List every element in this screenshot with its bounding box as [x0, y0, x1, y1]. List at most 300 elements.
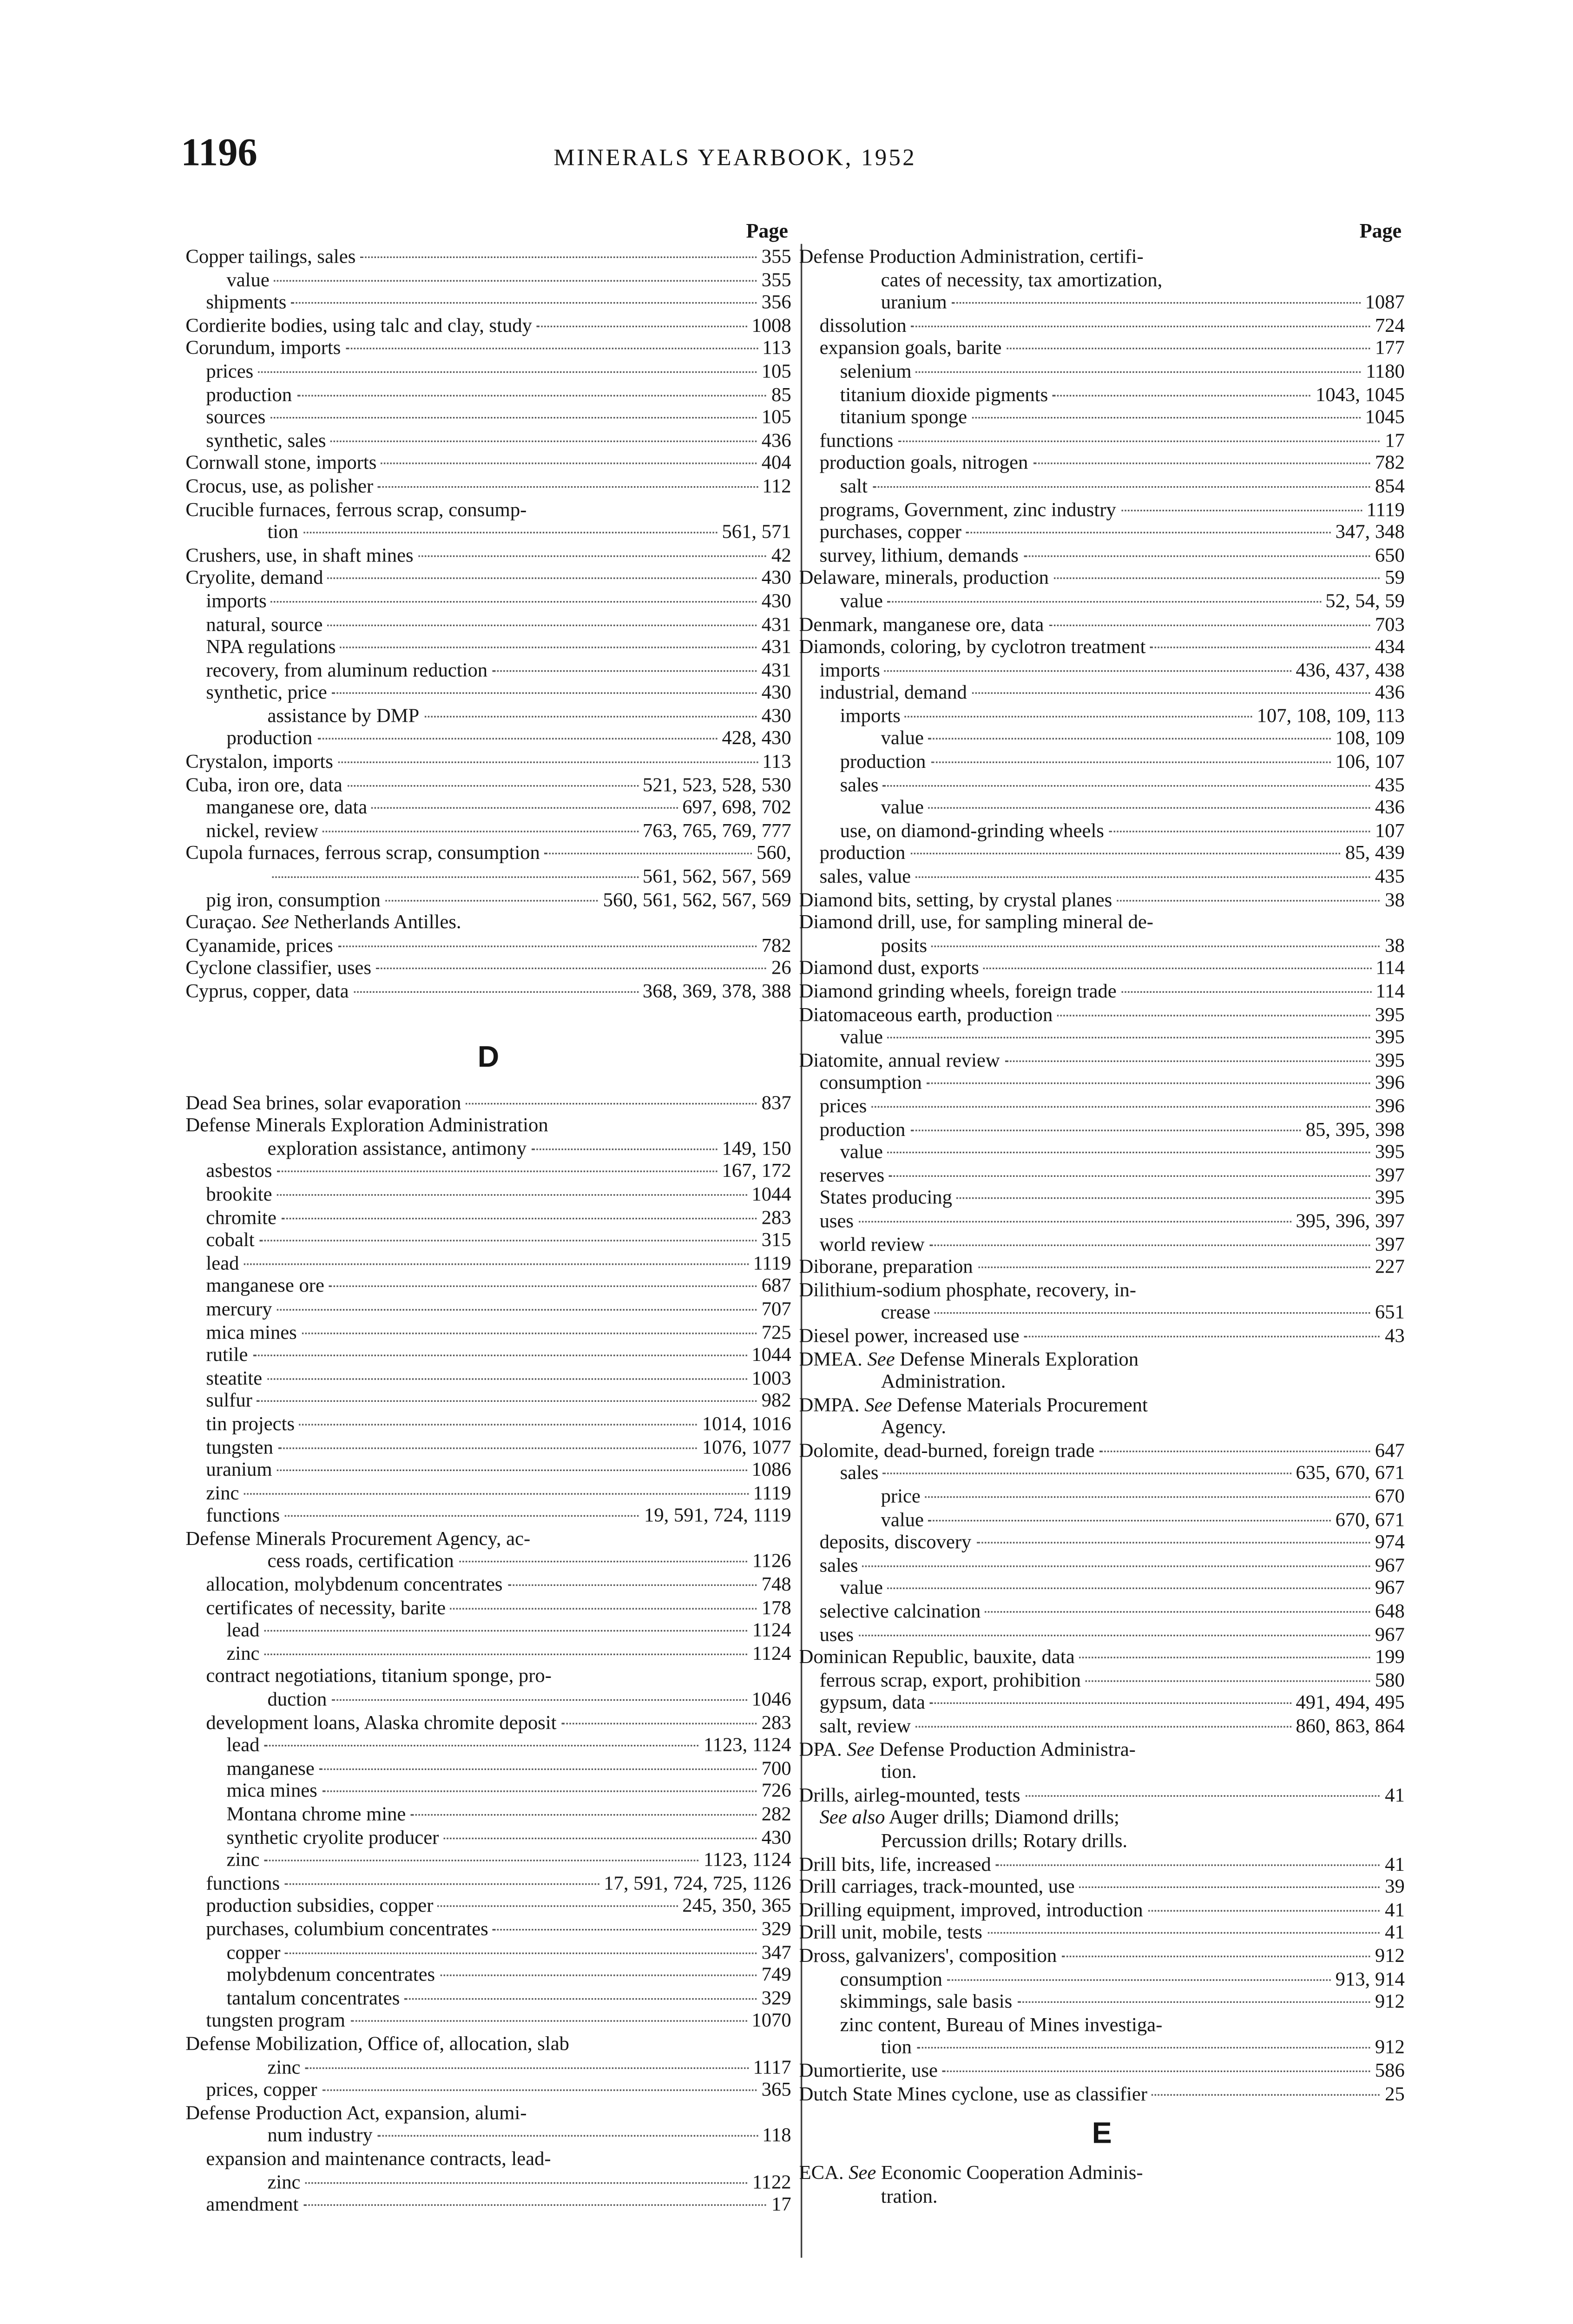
dot-leader	[1117, 899, 1380, 901]
page-number: 1196	[181, 132, 257, 175]
dot-leader	[1048, 624, 1370, 625]
index-entry	[185, 406, 791, 429]
index-group-e	[799, 2162, 1405, 2208]
page-ref: 1003	[751, 1367, 791, 1389]
dot-leader	[858, 1634, 1370, 1636]
index-entry	[185, 1137, 791, 1160]
page-ref: 42	[771, 544, 791, 566]
entry-term: development loans, Alaska chromite deposit	[206, 1711, 557, 1734]
entry-term: value	[840, 1026, 883, 1049]
index-entry	[185, 429, 791, 452]
index-entry	[185, 1482, 791, 1505]
entry-text: Auger drills; Diamond drills;	[885, 1807, 1119, 1829]
index-entry	[799, 1899, 1405, 1921]
entry-term: Cyprus, copper, data	[185, 980, 349, 1003]
entry-term: duction	[267, 1688, 327, 1710]
page-ref: 436	[1375, 796, 1405, 819]
page-ref: 703	[1375, 613, 1405, 635]
index-entry	[799, 819, 1405, 842]
index-entry-text	[185, 1114, 791, 1137]
page-column-header: Page	[1359, 218, 1402, 243]
entry-term: asbestos	[206, 1160, 272, 1182]
dot-leader	[966, 532, 1330, 534]
dot-leader	[338, 762, 757, 763]
page-ref: 283	[761, 1711, 791, 1734]
index-entry-text	[799, 1347, 1405, 1370]
index-entry	[799, 1692, 1405, 1715]
index-entry	[185, 1941, 791, 1964]
page-ref: 178	[761, 1596, 791, 1619]
dot-leader	[322, 2090, 757, 2091]
dot-leader	[928, 807, 1370, 809]
page-ref: 436	[1375, 681, 1405, 704]
index-entry-text	[185, 2147, 791, 2170]
entry-term: prices, copper	[206, 2079, 317, 2101]
entry-term: Diborane, preparation	[799, 1255, 973, 1278]
entry-term: imports	[840, 705, 901, 727]
entry-term: Cuba, iron ore, data	[185, 773, 342, 796]
entry-term: exploration assistance, antimony	[267, 1137, 527, 1160]
dot-leader	[888, 1152, 1370, 1153]
page-ref: 724	[1375, 314, 1405, 337]
dot-leader	[285, 1952, 757, 1953]
dot-leader	[296, 394, 767, 396]
dot-leader	[440, 1975, 757, 1976]
index-entry	[799, 314, 1405, 337]
page-ref: 748	[761, 1573, 791, 1596]
index-entry	[799, 1531, 1405, 1554]
entry-term: synthetic, sales	[206, 429, 326, 451]
page-ref: 397	[1375, 1233, 1405, 1255]
entry-term: tungsten	[206, 1435, 273, 1458]
dot-leader	[1017, 2001, 1370, 2003]
index-entry	[799, 865, 1405, 888]
page-ref: 782	[1375, 452, 1405, 475]
index-entry	[185, 2171, 791, 2193]
entry-term: production	[819, 842, 906, 865]
entry-text: ECA.	[799, 2162, 849, 2184]
dot-leader	[957, 1198, 1370, 1199]
page-ref: 108, 109	[1335, 727, 1405, 750]
index-entry-text	[799, 1371, 1405, 1393]
entry-term: manganese ore, data	[206, 796, 368, 819]
dot-leader	[381, 463, 757, 464]
index-group-c	[185, 245, 791, 1003]
dot-leader	[385, 899, 599, 901]
index-entry	[185, 521, 791, 544]
index-entry	[185, 1367, 791, 1390]
entry-term: nickel, review	[206, 819, 318, 842]
entry-term: lead	[226, 1619, 260, 1642]
dot-leader	[537, 325, 747, 327]
page-ref: 430	[761, 590, 791, 612]
dot-leader	[272, 877, 638, 878]
dot-leader	[872, 1106, 1370, 1108]
page-ref: 1117	[753, 2055, 791, 2078]
page-ref: 1086	[751, 1459, 791, 1481]
index-entry	[799, 1439, 1405, 1462]
page-column-header: Page	[746, 218, 788, 243]
index-entry	[799, 1187, 1405, 1209]
dot-leader	[270, 417, 757, 419]
index-entry	[185, 2193, 791, 2216]
page-ref: 560,	[757, 842, 791, 865]
index-entry	[799, 1875, 1405, 1898]
dot-leader	[885, 670, 1291, 671]
dot-leader	[319, 1768, 757, 1769]
dot-leader	[317, 739, 717, 740]
page-ref: 41	[1385, 1898, 1405, 1921]
right-column	[799, 217, 1405, 2208]
entry-term: reserves	[819, 1164, 885, 1186]
page-ref: 700	[761, 1757, 791, 1779]
index-entry	[799, 1072, 1405, 1095]
entry-term: Dutch State Mines cyclone, use as classifier	[799, 2082, 1147, 2105]
entry-term: mica mines	[206, 1320, 297, 1343]
page-ref: 395	[1375, 1003, 1405, 1025]
entry-term: zinc	[226, 1849, 260, 1871]
page-ref: 395	[1375, 1187, 1405, 1209]
index-entry	[799, 1921, 1405, 1944]
index-entry	[185, 567, 791, 590]
page-ref: 491, 494, 495	[1296, 1692, 1405, 1714]
dot-leader	[418, 555, 767, 556]
index-entry	[799, 544, 1405, 567]
entry-term: allocation, molybdenum concentrates	[206, 1573, 503, 1596]
dot-leader	[978, 1267, 1370, 1268]
entry-term: natural, source	[206, 613, 323, 635]
dot-leader	[350, 2021, 747, 2022]
dot-leader	[1121, 509, 1362, 510]
index-entry	[185, 1459, 791, 1481]
index-entry	[799, 1600, 1405, 1623]
entry-term: consumption	[840, 1967, 942, 1990]
index-entry	[185, 842, 791, 865]
page-ref: 347	[761, 1941, 791, 1963]
entry-text: Defense Minerals Procurement Agency, ac-	[185, 1527, 531, 1550]
page-ref: 395, 396, 397	[1296, 1209, 1405, 1232]
index-entry	[185, 291, 791, 314]
dot-leader	[1023, 555, 1370, 556]
dot-leader	[328, 578, 757, 579]
index-entry	[799, 1945, 1405, 1967]
index-entry	[799, 360, 1405, 383]
dot-leader	[378, 486, 757, 488]
entry-term: Crocus, use, as polisher	[185, 475, 374, 497]
page-ref: 38	[1385, 934, 1405, 957]
index-entry-text	[799, 1830, 1405, 1853]
index-entry	[185, 1597, 791, 1619]
index-entry	[185, 1619, 791, 1642]
page-ref: 521, 523, 528, 530	[642, 773, 791, 796]
dot-leader	[281, 1217, 757, 1219]
index-entry-text	[799, 1416, 1405, 1439]
page-ref: 19, 591, 724, 1119	[644, 1505, 791, 1527]
index-entry	[799, 1715, 1405, 1738]
dot-leader	[257, 1401, 757, 1402]
index-entry	[185, 1390, 791, 1413]
page-ref: 355	[761, 245, 791, 268]
entry-term: sources	[206, 406, 266, 429]
index-entry	[799, 1669, 1405, 1692]
entry-term: Denmark, manganese ore, data	[799, 613, 1044, 635]
index-entry	[185, 1642, 791, 1665]
entry-term: Cryolite, demand	[185, 567, 323, 589]
page-ref: 1180	[1366, 360, 1405, 383]
entry-text: tion.	[881, 1761, 917, 1783]
page-ref: 431	[761, 613, 791, 635]
index-entry	[185, 1551, 791, 1573]
page-ref: 1008	[751, 314, 791, 337]
entry-term: purchases, copper	[819, 521, 961, 543]
page-ref: 329	[761, 1987, 791, 2009]
dot-leader	[928, 1519, 1330, 1521]
page-ref: 1119	[753, 1252, 791, 1274]
page-ref: 177	[1375, 337, 1405, 360]
dot-leader	[323, 831, 638, 832]
dot-leader	[264, 1745, 699, 1747]
index-entry	[799, 429, 1405, 452]
index-entry	[799, 1210, 1405, 1233]
entry-term: sales	[819, 1554, 858, 1577]
dot-leader	[284, 1516, 639, 1517]
entry-text: Netherlands Antilles.	[289, 911, 461, 934]
index-entry	[799, 957, 1405, 980]
page-ref: 1123, 1124	[703, 1734, 791, 1756]
entry-term: zinc	[267, 2055, 301, 2078]
index-entry	[799, 934, 1405, 957]
entry-term: brookite	[206, 1183, 272, 1205]
dot-leader	[274, 279, 757, 281]
page-ref: 561, 571	[722, 521, 791, 543]
page-ref: 39	[1385, 1875, 1405, 1898]
page-ref: 397	[1375, 1164, 1405, 1186]
index-entry	[799, 590, 1405, 613]
page-ref: 43	[1385, 1324, 1405, 1347]
dot-leader	[264, 1860, 699, 1862]
index-entry	[799, 751, 1405, 773]
page-ref: 245, 350, 365	[682, 1895, 791, 1917]
index-entry	[799, 2036, 1405, 2059]
entry-term: sulfur	[206, 1390, 252, 1412]
index-entry	[799, 1003, 1405, 1026]
page-ref: 913, 914	[1335, 1967, 1405, 1990]
entry-term: Diatomaceous earth, production	[799, 1003, 1053, 1025]
page-ref: 763, 765, 769, 777	[642, 819, 791, 842]
entry-term: Cyclone classifier, uses	[185, 957, 372, 979]
page-ref: 586	[1375, 2059, 1405, 2082]
dot-leader	[291, 303, 757, 304]
index-entry	[185, 1344, 791, 1367]
page-ref: 17, 591, 724, 725, 1126	[604, 1872, 791, 1894]
dot-leader	[360, 257, 757, 258]
page-ref: 697, 698, 702	[682, 796, 791, 819]
entry-term: use, on diamond-grinding wheels	[840, 819, 1104, 842]
entry-text: Defense Production Administration, certifi-	[799, 245, 1144, 268]
dot-leader	[1024, 1336, 1380, 1337]
entry-term: copper	[226, 1941, 281, 1963]
entry-text: tration.	[881, 2185, 938, 2207]
page-ref: 395	[1375, 1026, 1405, 1049]
page-ref: 648	[1375, 1600, 1405, 1623]
index-entry	[799, 1577, 1405, 1600]
entry-term: Cyanamide, prices	[185, 934, 333, 957]
dot-leader	[346, 348, 758, 350]
dot-leader	[888, 1037, 1370, 1038]
entry-term: value	[881, 796, 924, 819]
index-entry	[799, 1990, 1405, 2013]
dot-leader	[928, 739, 1330, 740]
index-entry	[799, 1646, 1405, 1669]
index-entry	[799, 1462, 1405, 1485]
index-entry	[185, 727, 791, 750]
page-ref: 912	[1375, 1990, 1405, 2013]
index-entry	[799, 1486, 1405, 1508]
dot-leader	[305, 2181, 748, 2183]
page-ref: 430	[761, 705, 791, 727]
index-entry	[799, 1301, 1405, 1324]
entry-term: salt	[840, 475, 868, 497]
entry-term: deposits, discovery	[819, 1531, 972, 1553]
index-entry-text	[185, 1527, 791, 1550]
entry-term: amendment	[206, 2193, 299, 2216]
entry-term: pig iron, consumption	[206, 888, 381, 911]
index-entry	[185, 1183, 791, 1206]
dot-leader	[466, 1103, 757, 1104]
page-ref: 282	[761, 1803, 791, 1825]
index-entry-text	[185, 2033, 791, 2055]
dot-leader	[331, 440, 757, 442]
entry-term: mica mines	[226, 1780, 317, 1802]
entry-term: value	[840, 590, 883, 612]
entry-text: Percussion drills; Rotary drills.	[881, 1829, 1128, 1852]
index-entry	[185, 613, 791, 635]
index-entry	[185, 2125, 791, 2147]
entry-term: certificates of necessity, barite	[206, 1596, 446, 1619]
dot-leader	[1148, 1910, 1380, 1911]
entry-term: salt, review	[819, 1715, 911, 1737]
page-ref: 837	[761, 1091, 791, 1114]
entry-term: world review	[819, 1233, 925, 1255]
index-entry	[185, 2056, 791, 2079]
page-ref: 41	[1385, 1853, 1405, 1875]
entry-term: shipments	[206, 291, 287, 314]
page-ref: 435	[1375, 865, 1405, 888]
see-reference: See	[261, 911, 289, 934]
dot-leader	[1099, 1451, 1370, 1452]
dot-leader	[507, 1585, 757, 1586]
dot-leader	[984, 968, 1371, 970]
see-reference: See	[867, 1347, 895, 1370]
page-ref: 1124	[752, 1619, 791, 1642]
index-entry	[185, 1275, 791, 1298]
index-entry	[799, 2082, 1405, 2105]
index-entry	[799, 567, 1405, 590]
page-ref: 860, 863, 864	[1296, 1715, 1405, 1737]
entry-term: zinc	[226, 1642, 260, 1664]
page-ref: 106, 107	[1335, 750, 1405, 773]
dot-leader	[305, 2067, 749, 2068]
index-entry	[185, 1895, 791, 1918]
dot-leader	[972, 693, 1370, 694]
page-ref: 1119	[1366, 498, 1405, 520]
page-ref: 41	[1385, 1921, 1405, 1944]
dot-leader	[932, 945, 1380, 947]
entry-term: titanium dioxide pigments	[840, 383, 1048, 405]
entry-term: value	[840, 1141, 883, 1163]
dot-leader	[258, 371, 757, 373]
index-entry	[799, 1256, 1405, 1279]
page-ref: 113	[762, 750, 791, 773]
page-ref: 315	[761, 1229, 791, 1251]
dot-leader	[1121, 991, 1371, 993]
page-ref: 368, 369, 378, 388	[642, 980, 791, 1003]
page-ref: 114	[1376, 980, 1405, 1003]
page-ref: 1046	[751, 1688, 791, 1710]
entry-text: Economic Cooperation Adminis-	[876, 2162, 1143, 2184]
page-ref: 17	[1385, 429, 1405, 451]
dot-leader	[244, 1263, 749, 1264]
entry-term: Dumortierite, use	[799, 2059, 938, 2082]
entry-term: Corundum, imports	[185, 337, 341, 360]
page-ref: 85, 439	[1345, 842, 1405, 865]
dot-leader	[545, 853, 752, 855]
index-entry	[185, 590, 791, 613]
index-entry	[799, 1623, 1405, 1646]
index-entry	[799, 1233, 1405, 1255]
page-ref: 436	[761, 429, 791, 451]
index-entry-text	[799, 2162, 1405, 2185]
page-ref: 283	[761, 1206, 791, 1228]
page-ref: 726	[761, 1780, 791, 1802]
page-ref: 41	[1385, 1783, 1405, 1806]
entry-term: sales	[840, 1462, 879, 1485]
entry-term: production	[206, 383, 292, 405]
index-entry	[185, 1987, 791, 2009]
page-ref: 431	[761, 659, 791, 681]
index-entry	[799, 1325, 1405, 1347]
dot-leader	[986, 1611, 1370, 1612]
entry-term: cess roads, certification	[267, 1550, 454, 1573]
entry-term: Crushers, use, in shaft mines	[185, 544, 414, 566]
entry-term: value	[881, 1508, 924, 1531]
section-letter-e: E	[1092, 2118, 1112, 2151]
index-entry-text	[799, 911, 1405, 934]
entry-term: ferrous scrap, export, prohibition	[819, 1669, 1081, 1691]
entry-term: mercury	[206, 1298, 272, 1320]
index-entry	[185, 544, 791, 567]
entry-term: Cordierite bodies, using talc and clay, study	[185, 314, 532, 337]
page-ref: 1076, 1077	[702, 1435, 791, 1458]
index-entry-text	[185, 2101, 791, 2124]
page-ref: 227	[1375, 1255, 1405, 1278]
dot-leader	[888, 1588, 1370, 1590]
entry-text: Defense Production Act, expansion, alumi-	[185, 2101, 527, 2124]
dot-leader	[930, 1703, 1291, 1704]
index-entry	[185, 2079, 791, 2101]
index-entry	[185, 1413, 791, 1435]
entry-text: zinc content, Bureau of Mines investiga-	[840, 2013, 1163, 2036]
dot-leader	[935, 1313, 1370, 1314]
page-ref: 435	[1375, 773, 1405, 796]
dot-leader	[341, 647, 757, 648]
page-ref: 112	[762, 475, 791, 497]
dot-leader	[303, 2205, 767, 2206]
index-entry	[185, 659, 791, 681]
entry-term: programs, Government, zinc industry	[819, 498, 1116, 520]
entry-term: uses	[819, 1623, 854, 1645]
dot-leader	[1079, 1657, 1370, 1658]
